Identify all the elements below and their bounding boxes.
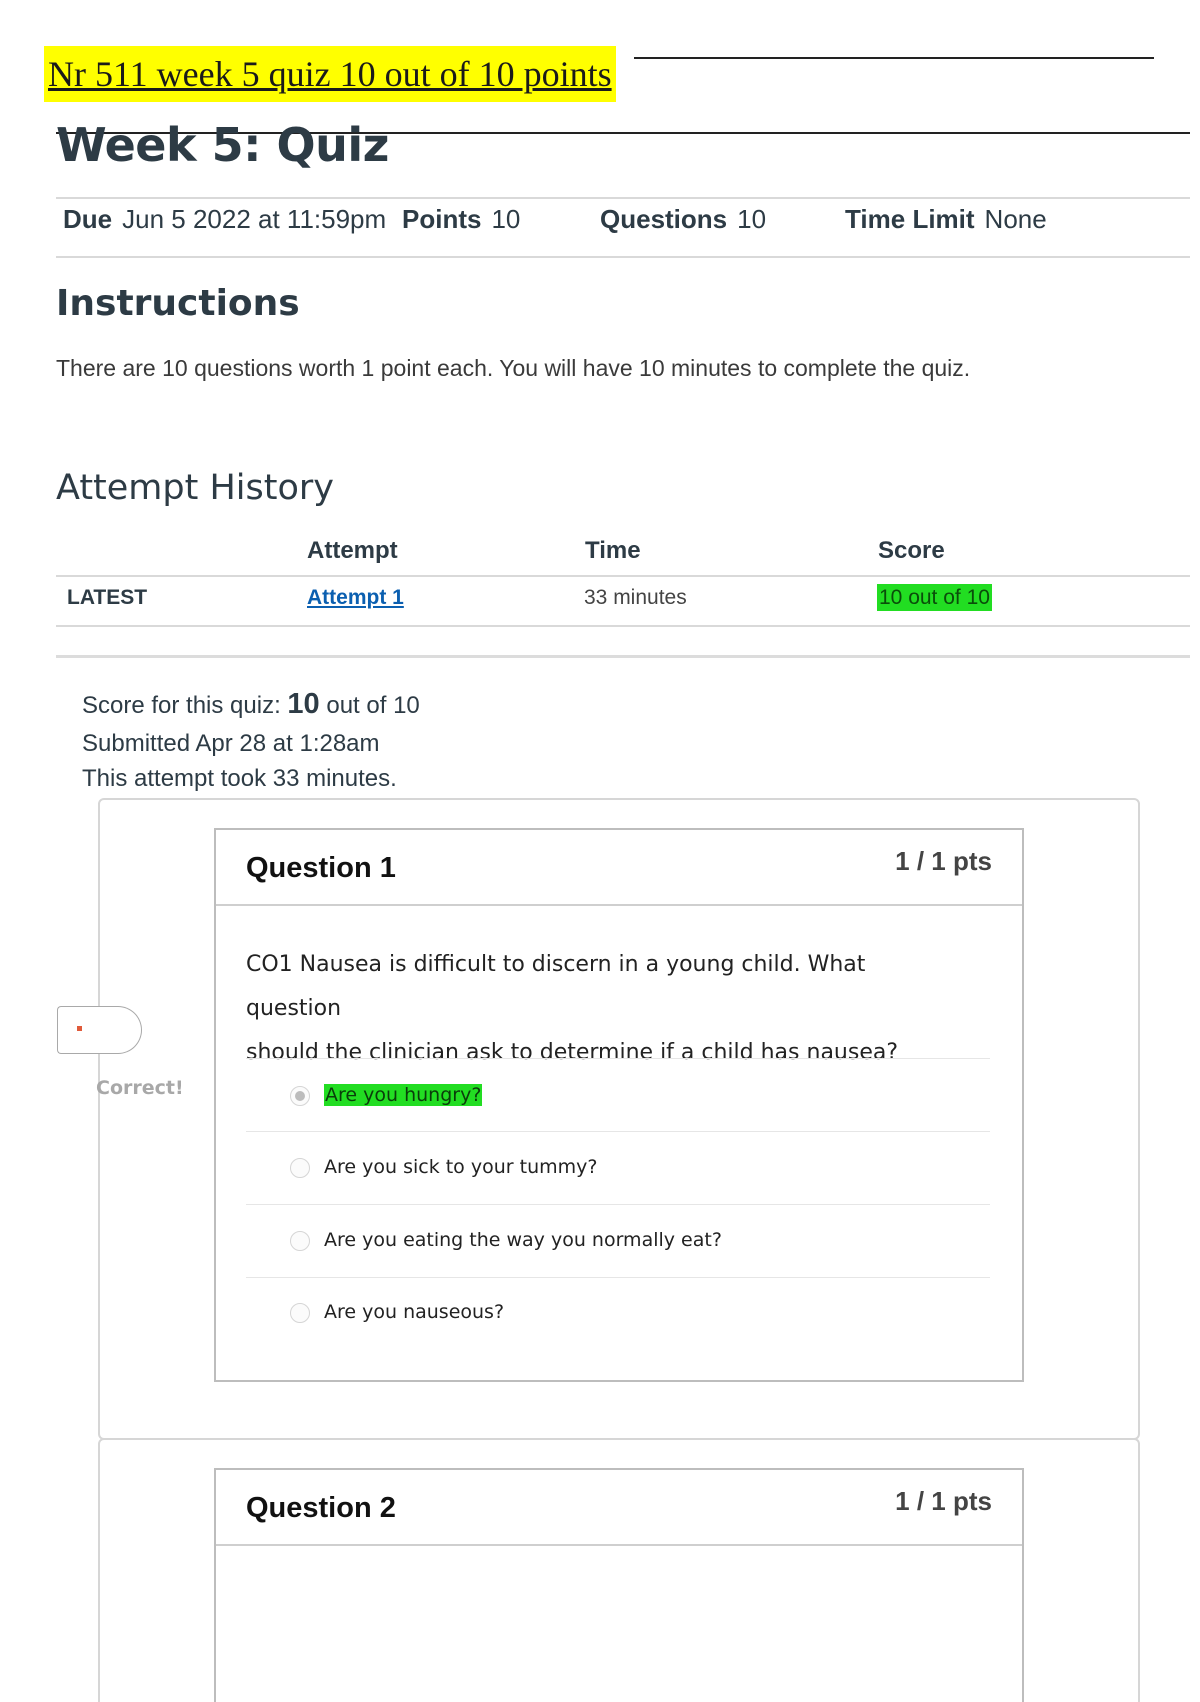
attempt-cell [307,586,404,610]
answer-divider [246,1204,990,1205]
question-2-points: 1 / 1 pts [895,1486,992,1516]
questions-label: Questions [600,204,728,234]
points-value: 10 [491,204,521,234]
score-suffix: out of 10 [326,692,420,719]
attempt-history-heading: Attempt History [56,468,334,508]
answer-divider [246,1277,990,1278]
answer-4-label: Are you nauseous? [324,1301,505,1323]
latest-label: LATEST [67,586,148,609]
points-label: Points [402,204,482,234]
col-header-time: Time [585,537,641,564]
question-2-title: Question 2 [246,1492,396,1524]
history-header-divider [56,575,1190,577]
answer-2-radio[interactable] [290,1158,310,1178]
instructions-text: There are 10 questions worth 1 point each. You will have 10 minutes to complete the quiz. [56,355,971,381]
time-cell: 33 minutes [584,586,687,609]
time-limit-meta [845,204,1047,235]
col-header-attempt: Attempt [307,537,398,564]
correct-indicator-dot [77,1026,82,1031]
score-prefix: Score for this quiz: [82,692,281,719]
due-meta [63,204,386,235]
answer-4-radio[interactable] [290,1303,310,1323]
question-1-header [216,830,1022,906]
answer-2-label: Are you sick to your tummy? [324,1156,598,1178]
answer-3-radio[interactable] [290,1231,310,1251]
score-summary [82,688,420,721]
history-row-divider [56,625,1190,627]
answers-divider [246,1058,990,1059]
attempt-link[interactable]: Attempt 1 [307,586,404,609]
question-2-box [214,1468,1024,1702]
question-2-header [216,1470,1022,1546]
header-divider-top [56,197,1190,199]
correct-indicator-arrow [57,1006,116,1054]
score-cell [877,586,992,610]
questions-meta [600,204,766,235]
answer-divider [246,1131,990,1132]
question-1-text [246,943,966,1075]
instructions-heading: Instructions [56,283,300,324]
due-label: Due [63,204,113,234]
document-title: Nr 511 week 5 quiz 10 out of 10 points [44,46,616,102]
title-rule [634,57,1154,59]
answer-3-label: Are you eating the way you normally eat? [324,1229,722,1251]
submitted-text: Submitted Apr 28 at 1:28am [82,730,380,757]
score-badge: 10 out of 10 [879,586,990,609]
question-1-text-line-2: should the clinician ask to determine if a child has nausea? [246,1040,899,1065]
score-value: 10 [287,688,320,720]
header-divider-bottom [56,256,1190,258]
col-header-score: Score [878,537,945,564]
answer-1-radio[interactable] [290,1086,310,1106]
question-1-text-line-1: CO1 Nausea is difficult to discern in a young child. What question [246,952,866,1021]
correct-label: Correct! [96,1077,184,1099]
section-divider [56,655,1190,658]
points-meta [402,204,520,235]
question-1-title: Question 1 [246,852,396,884]
questions-value: 10 [737,204,767,234]
time-limit-value: None [984,204,1047,234]
duration-text: This attempt took 33 minutes. [82,765,397,792]
quiz-title: Week 5: Quiz [56,118,389,172]
answer-1-label: Are you hungry? [325,1084,482,1106]
due-value: Jun 5 2022 at 11:59pm [122,204,387,234]
question-1-points: 1 / 1 pts [895,846,992,876]
time-limit-label: Time Limit [845,204,975,234]
